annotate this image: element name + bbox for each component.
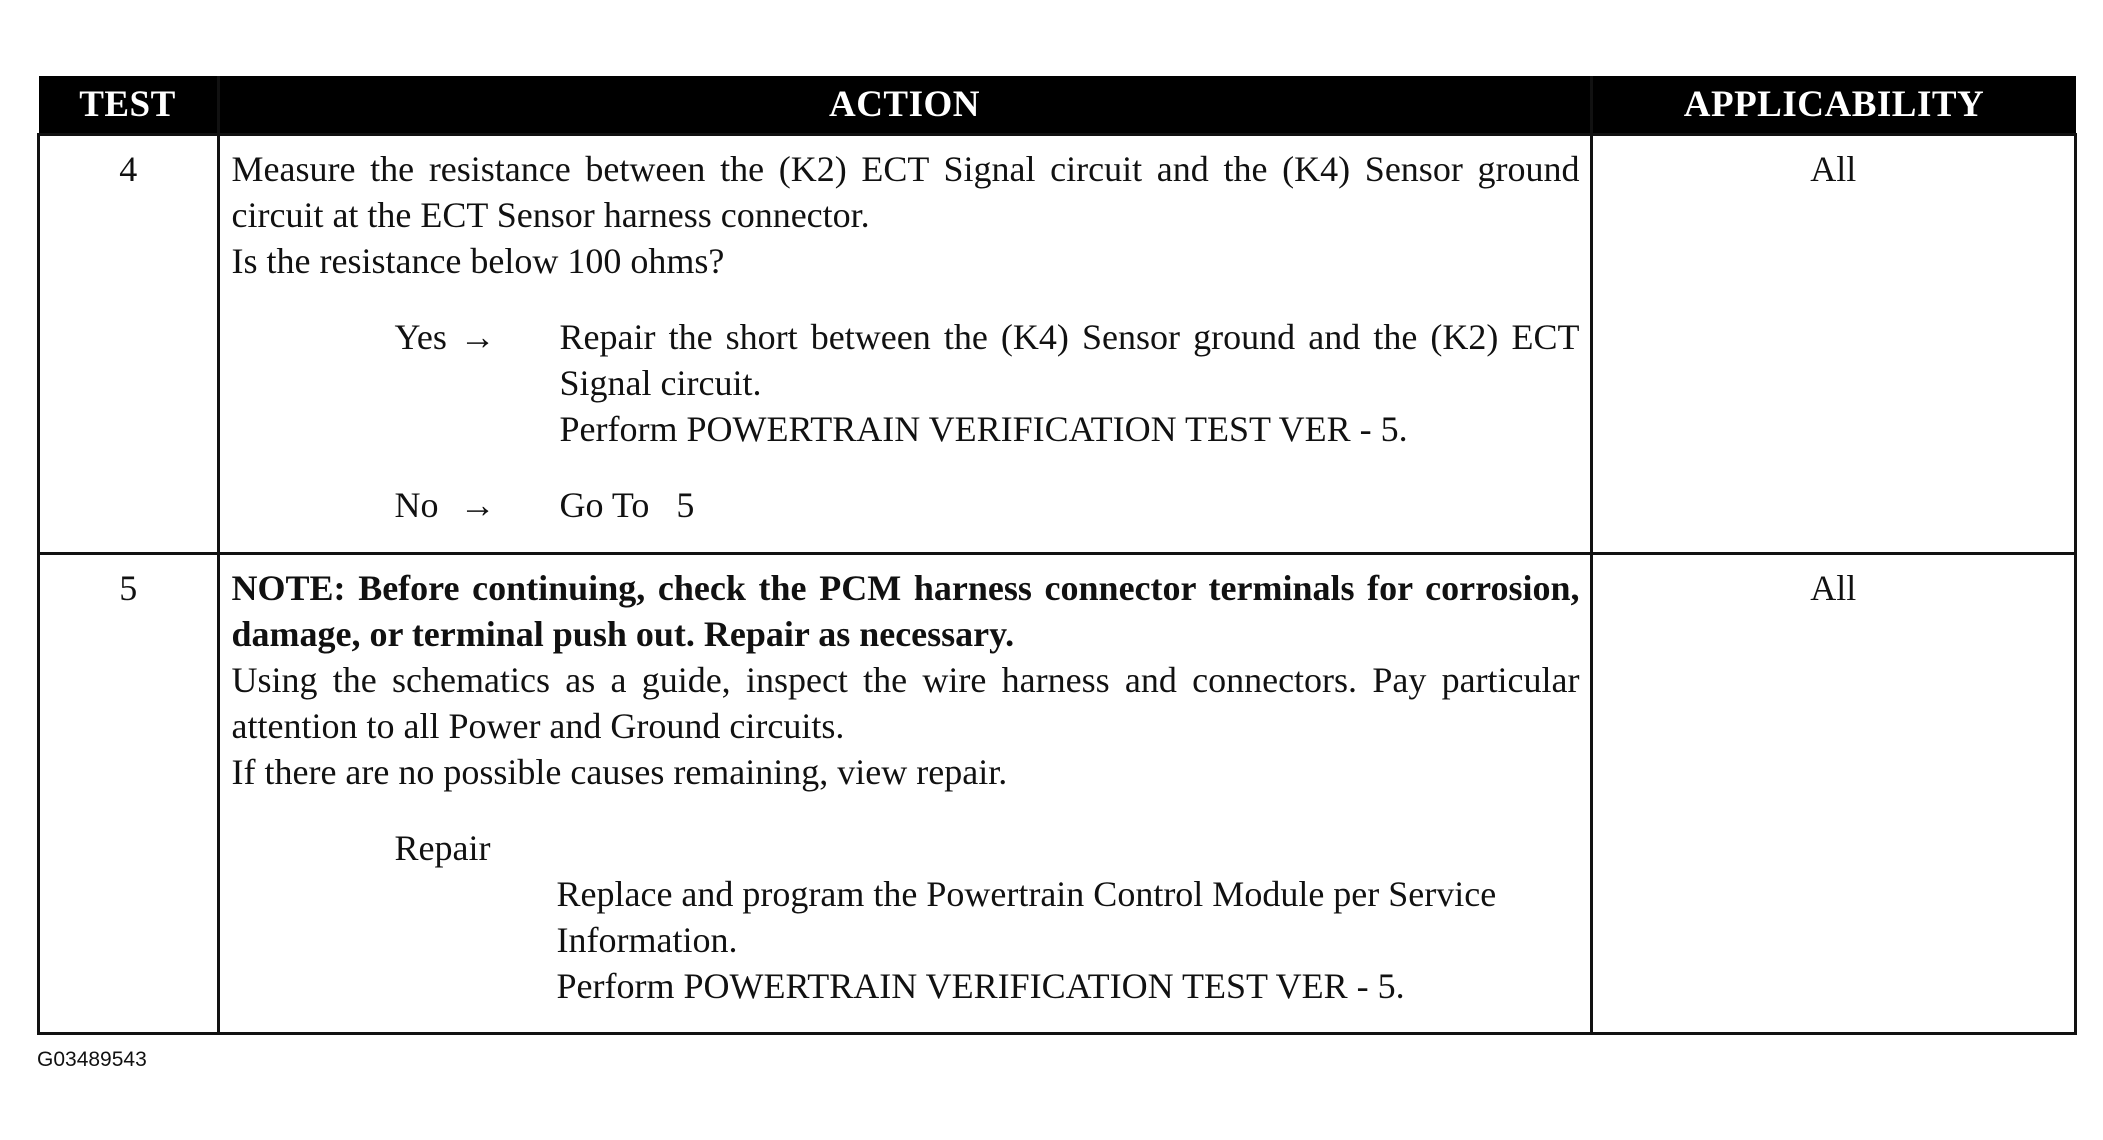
action-cell <box>218 554 1591 1034</box>
repair-body <box>232 871 1580 1009</box>
outcome-no-body <box>560 482 1580 528</box>
test-number: 4 <box>39 135 219 554</box>
outcome-yes-line: Repair the short between the (K4) Sensor ground and the (K2) ECT Signal circuit. <box>559 317 1580 403</box>
question-text: Is the resistance below 100 ohms? <box>231 241 725 281</box>
instruction-text: If there are no possible causes remaining, view repair. <box>231 752 1008 792</box>
repair-label: Repair <box>394 828 491 868</box>
instruction-text: Measure the resistance between the (K2) ECT Signal circuit and the (K4) Sensor ground circuit at the ECT Sensor harness connector. <box>231 149 1580 235</box>
test-number: 5 <box>39 554 219 1034</box>
applicability-value: All <box>1591 135 2076 554</box>
action-instructions <box>232 146 1580 284</box>
figure-id: G03489543 <box>37 1048 147 1071</box>
repair-line: Perform POWERTRAIN VERIFICATION TEST VER - 5. <box>556 966 1405 1006</box>
goto-link[interactable]: Go To 5 <box>559 485 695 525</box>
header-applicability: APPLICABILITY <box>1591 76 2076 135</box>
table-row <box>39 135 2076 554</box>
outcome-yes-body <box>560 314 1580 452</box>
outcome-yes-label: Yes <box>394 317 447 357</box>
note-text: NOTE: Before continuing, check the PCM harness connector terminals for corrosion, damage, or terminal push out. Repair as necessary. <box>231 568 1580 654</box>
outcome-yes: Yes → Repair the short between the (K4) Sensor ground and the (K2) ECT Signal circuit. Perform POWERTRAIN VERIFICATION TEST VER - 5. <box>232 314 1580 452</box>
applicability-value: All <box>1591 554 2076 1034</box>
table-row <box>39 554 2076 1034</box>
outcome-yes-line: Perform POWERTRAIN VERIFICATION TEST VER - 5. <box>559 409 1408 449</box>
header-test: TEST <box>39 76 219 135</box>
table-header-row <box>39 76 2076 135</box>
repair-line: Replace and program the Powertrain Control Module per Service Information. <box>556 874 1497 960</box>
action-instructions <box>232 565 1580 795</box>
repair-block <box>232 825 1580 1009</box>
action-cell <box>218 135 1591 554</box>
outcome-no-label: No <box>394 485 439 525</box>
outcome-no: No → Go To 5 <box>232 482 1580 528</box>
header-action: ACTION <box>218 76 1591 135</box>
diagnostic-test-table <box>37 76 2077 1035</box>
instruction-text: Using the schematics as a guide, inspect the wire harness and connectors. Pay particular attention to all Power and Ground circuits. <box>231 660 1580 746</box>
